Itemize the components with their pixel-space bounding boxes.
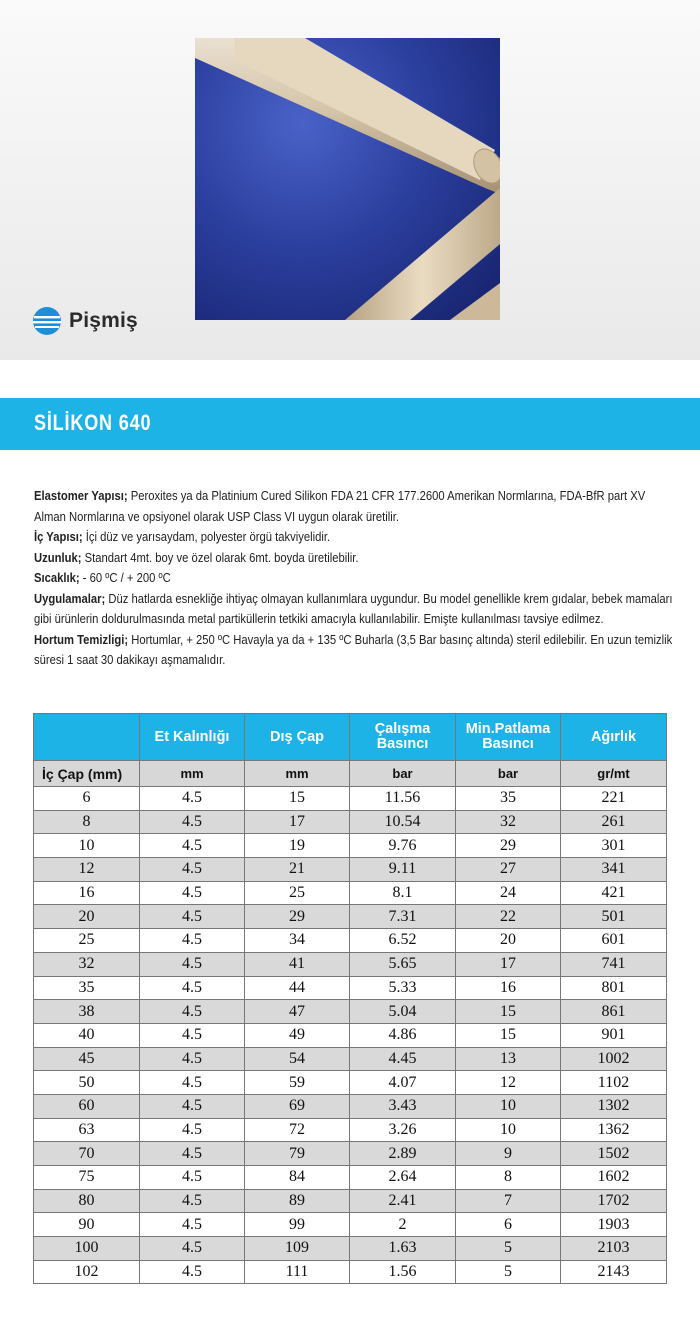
- product-photo: [195, 38, 500, 320]
- cell-inner-diameter: 20: [34, 905, 140, 929]
- table-row: [34, 810, 667, 834]
- cell-outer-diameter: 99: [245, 1213, 350, 1237]
- table-row: [34, 1071, 667, 1095]
- table-row: [34, 834, 667, 858]
- cell-inner-diameter: 60: [34, 1094, 140, 1118]
- hero-banner: [0, 0, 700, 360]
- cell-working-pressure: 9.11: [350, 858, 456, 882]
- cell-weight: 2143: [561, 1260, 667, 1284]
- cell-working-pressure: 7.31: [350, 905, 456, 929]
- cell-working-pressure: 4.86: [350, 1023, 456, 1047]
- cell-working-pressure: 5.04: [350, 1000, 456, 1024]
- table-row: [34, 952, 667, 976]
- cell-outer-diameter: 34: [245, 929, 350, 953]
- cell-weight: 261: [561, 810, 667, 834]
- cell-burst-pressure: 9: [456, 1142, 561, 1166]
- cell-outer-diameter: 29: [245, 905, 350, 929]
- cell-weight: 1903: [561, 1213, 667, 1237]
- table-header-row: [34, 714, 667, 761]
- table-row: [34, 787, 667, 811]
- cell-outer-diameter: 69: [245, 1094, 350, 1118]
- table-row: [34, 1260, 667, 1284]
- cell-burst-pressure: 15: [456, 1023, 561, 1047]
- cell-wall-thickness: 4.5: [140, 858, 245, 882]
- cell-weight: 1002: [561, 1047, 667, 1071]
- cell-inner-diameter: 38: [34, 1000, 140, 1024]
- cell-weight: 601: [561, 929, 667, 953]
- cell-inner-diameter: 16: [34, 881, 140, 905]
- table-row: [34, 1189, 667, 1213]
- table-row: [34, 858, 667, 882]
- cell-weight: 1102: [561, 1071, 667, 1095]
- desc-applications: Uygulamalar; Düz hatlarda esnekliğe ihtiyaç olmayan kullanımlara uygundur. Bu model genellikle krem gıdalar, bebek mamaları gibi ürünlerin doldurulmasında metal partiküllerin tetkiki amacıyla kullanılabilir. Emişte kullanılması tavsiye edilmez.: [34, 591, 673, 626]
- cell-wall-thickness: 4.5: [140, 1023, 245, 1047]
- cell-outer-diameter: 41: [245, 952, 350, 976]
- cell-working-pressure: 3.26: [350, 1118, 456, 1142]
- unit-wall-thickness: mm: [140, 761, 245, 787]
- cell-inner-diameter: 12: [34, 858, 140, 882]
- cell-burst-pressure: 29: [456, 834, 561, 858]
- pismis-logo-icon: [32, 306, 62, 336]
- cell-working-pressure: 2.89: [350, 1142, 456, 1166]
- cell-weight: 1702: [561, 1189, 667, 1213]
- cell-weight: 1502: [561, 1142, 667, 1166]
- table-units-row: [34, 761, 667, 787]
- cell-weight: 501: [561, 905, 667, 929]
- cell-working-pressure: 9.76: [350, 834, 456, 858]
- cell-wall-thickness: 4.5: [140, 1118, 245, 1142]
- table-row: [34, 1237, 667, 1261]
- header-wall-thickness: Et Kalınlığı: [140, 714, 245, 761]
- cell-weight: 301: [561, 834, 667, 858]
- cell-burst-pressure: 5: [456, 1260, 561, 1284]
- brand-logo: [32, 306, 138, 336]
- cell-outer-diameter: 44: [245, 976, 350, 1000]
- table-row: [34, 1047, 667, 1071]
- cell-outer-diameter: 111: [245, 1260, 350, 1284]
- cell-inner-diameter: 40: [34, 1023, 140, 1047]
- cell-wall-thickness: 4.5: [140, 1047, 245, 1071]
- cell-burst-pressure: 5: [456, 1237, 561, 1261]
- cell-working-pressure: 1.56: [350, 1260, 456, 1284]
- cell-outer-diameter: 49: [245, 1023, 350, 1047]
- header-empty: [34, 714, 140, 761]
- cell-working-pressure: 2.41: [350, 1189, 456, 1213]
- desc-inner-structure: İç Yapısı; İçi düz ve yarısaydam, polyester örgü takviyelidir.: [34, 530, 331, 544]
- cell-burst-pressure: 15: [456, 1000, 561, 1024]
- cell-working-pressure: 11.56: [350, 787, 456, 811]
- table-row: [34, 1213, 667, 1237]
- cell-burst-pressure: 27: [456, 858, 561, 882]
- cell-inner-diameter: 10: [34, 834, 140, 858]
- cell-weight: 2103: [561, 1237, 667, 1261]
- product-description: [34, 486, 674, 671]
- cell-working-pressure: 4.07: [350, 1071, 456, 1095]
- cell-weight: 1602: [561, 1166, 667, 1190]
- desc-length: Uzunluk; Standart 4mt. boy ve özel olarak 6mt. boyda üretilebilir.: [34, 550, 359, 565]
- cell-inner-diameter: 8: [34, 810, 140, 834]
- unit-outer-diameter: mm: [245, 761, 350, 787]
- cell-inner-diameter: 70: [34, 1142, 140, 1166]
- unit-inner-diameter: İç Çap (mm): [34, 761, 140, 787]
- cell-outer-diameter: 84: [245, 1166, 350, 1190]
- cell-weight: 801: [561, 976, 667, 1000]
- cell-burst-pressure: 24: [456, 881, 561, 905]
- cell-outer-diameter: 15: [245, 787, 350, 811]
- brand-name: Pişmiş: [69, 309, 138, 332]
- cell-wall-thickness: 4.5: [140, 1166, 245, 1190]
- cell-outer-diameter: 54: [245, 1047, 350, 1071]
- table-row: [34, 1118, 667, 1142]
- cell-weight: 341: [561, 858, 667, 882]
- cell-inner-diameter: 25: [34, 929, 140, 953]
- table-body: [34, 787, 667, 1284]
- table-row: [34, 881, 667, 905]
- unit-weight: gr/mt: [561, 761, 667, 787]
- cell-weight: 901: [561, 1023, 667, 1047]
- cell-working-pressure: 3.43: [350, 1094, 456, 1118]
- header-burst-pressure: Min.Patlama Basıncı: [456, 714, 561, 761]
- cell-outer-diameter: 72: [245, 1118, 350, 1142]
- cell-burst-pressure: 32: [456, 810, 561, 834]
- cell-inner-diameter: 63: [34, 1118, 140, 1142]
- cell-inner-diameter: 6: [34, 787, 140, 811]
- cell-outer-diameter: 79: [245, 1142, 350, 1166]
- cell-inner-diameter: 32: [34, 952, 140, 976]
- cell-inner-diameter: 45: [34, 1047, 140, 1071]
- cell-burst-pressure: 8: [456, 1166, 561, 1190]
- cell-weight: 1362: [561, 1118, 667, 1142]
- cell-outer-diameter: 47: [245, 1000, 350, 1024]
- cell-working-pressure: 8.1: [350, 881, 456, 905]
- cell-outer-diameter: 17: [245, 810, 350, 834]
- cell-inner-diameter: 50: [34, 1071, 140, 1095]
- cell-wall-thickness: 4.5: [140, 787, 245, 811]
- cell-burst-pressure: 35: [456, 787, 561, 811]
- cell-wall-thickness: 4.5: [140, 929, 245, 953]
- cell-wall-thickness: 4.5: [140, 1071, 245, 1095]
- unit-working-pressure: bar: [350, 761, 456, 787]
- cell-wall-thickness: 4.5: [140, 881, 245, 905]
- cell-working-pressure: 4.45: [350, 1047, 456, 1071]
- desc-temperature: Sıcaklık; - 60 ºC / + 200 ºC: [34, 571, 171, 585]
- table-row: [34, 1166, 667, 1190]
- header-weight: Ağırlık: [561, 714, 667, 761]
- cell-weight: 221: [561, 787, 667, 811]
- table-row: [34, 1023, 667, 1047]
- cell-wall-thickness: 4.5: [140, 1237, 245, 1261]
- cell-inner-diameter: 35: [34, 976, 140, 1000]
- table-row: [34, 905, 667, 929]
- cell-outer-diameter: 89: [245, 1189, 350, 1213]
- cell-wall-thickness: 4.5: [140, 1142, 245, 1166]
- desc-cleaning: Hortum Temizligi; Hortumlar, + 250 ºC Havayla ya da + 135 ºC Buharla (3,5 Bar basınç altında) steril edilebilir. En uzun temizlik süresi 1 saat 30 dakikayı aşmamalıdır.: [34, 632, 673, 667]
- cell-wall-thickness: 4.5: [140, 952, 245, 976]
- cell-burst-pressure: 7: [456, 1189, 561, 1213]
- cell-burst-pressure: 17: [456, 952, 561, 976]
- title-band: [0, 398, 700, 450]
- cell-burst-pressure: 16: [456, 976, 561, 1000]
- table-row: [34, 929, 667, 953]
- cell-burst-pressure: 10: [456, 1094, 561, 1118]
- cell-wall-thickness: 4.5: [140, 905, 245, 929]
- cell-wall-thickness: 4.5: [140, 976, 245, 1000]
- cell-outer-diameter: 109: [245, 1237, 350, 1261]
- cell-wall-thickness: 4.5: [140, 1189, 245, 1213]
- cell-outer-diameter: 19: [245, 834, 350, 858]
- table-row: [34, 976, 667, 1000]
- table-row: [34, 1000, 667, 1024]
- cell-wall-thickness: 4.5: [140, 1213, 245, 1237]
- cell-weight: 741: [561, 952, 667, 976]
- cell-weight: 421: [561, 881, 667, 905]
- cell-inner-diameter: 90: [34, 1213, 140, 1237]
- cell-wall-thickness: 4.5: [140, 1094, 245, 1118]
- header-outer-diameter: Dış Çap: [245, 714, 350, 761]
- cell-working-pressure: 1.63: [350, 1237, 456, 1261]
- product-title: SİLİKON 640: [34, 410, 152, 435]
- cell-working-pressure: 2: [350, 1213, 456, 1237]
- cell-burst-pressure: 20: [456, 929, 561, 953]
- cell-working-pressure: 10.54: [350, 810, 456, 834]
- cell-working-pressure: 5.33: [350, 976, 456, 1000]
- cell-outer-diameter: 25: [245, 881, 350, 905]
- cell-burst-pressure: 13: [456, 1047, 561, 1071]
- spec-table: [33, 713, 667, 1284]
- cell-inner-diameter: 75: [34, 1166, 140, 1190]
- silicone-hose-illustration: [195, 38, 500, 320]
- cell-burst-pressure: 6: [456, 1213, 561, 1237]
- cell-wall-thickness: 4.5: [140, 1000, 245, 1024]
- cell-wall-thickness: 4.5: [140, 1260, 245, 1284]
- header-working-pressure: Çalışma Basıncı: [350, 714, 456, 761]
- cell-burst-pressure: 22: [456, 905, 561, 929]
- cell-burst-pressure: 10: [456, 1118, 561, 1142]
- table-row: [34, 1142, 667, 1166]
- cell-inner-diameter: 100: [34, 1237, 140, 1261]
- cell-working-pressure: 2.64: [350, 1166, 456, 1190]
- table-row: [34, 1094, 667, 1118]
- cell-working-pressure: 6.52: [350, 929, 456, 953]
- cell-inner-diameter: 80: [34, 1189, 140, 1213]
- unit-burst-pressure: bar: [456, 761, 561, 787]
- cell-wall-thickness: 4.5: [140, 810, 245, 834]
- cell-outer-diameter: 59: [245, 1071, 350, 1095]
- cell-inner-diameter: 102: [34, 1260, 140, 1284]
- cell-outer-diameter: 21: [245, 858, 350, 882]
- cell-weight: 1302: [561, 1094, 667, 1118]
- cell-burst-pressure: 12: [456, 1071, 561, 1095]
- cell-weight: 861: [561, 1000, 667, 1024]
- cell-working-pressure: 5.65: [350, 952, 456, 976]
- desc-elastomer: Elastomer Yapısı; Peroxites ya da Platinium Cured Silikon FDA 21 CFR 177.2600 Amerikan Normlarına, FDA-BfR part XV Alman Normlarına ve opsiyonel olarak USP Class VI uygun olarak üretilir.: [34, 489, 646, 524]
- cell-wall-thickness: 4.5: [140, 834, 245, 858]
